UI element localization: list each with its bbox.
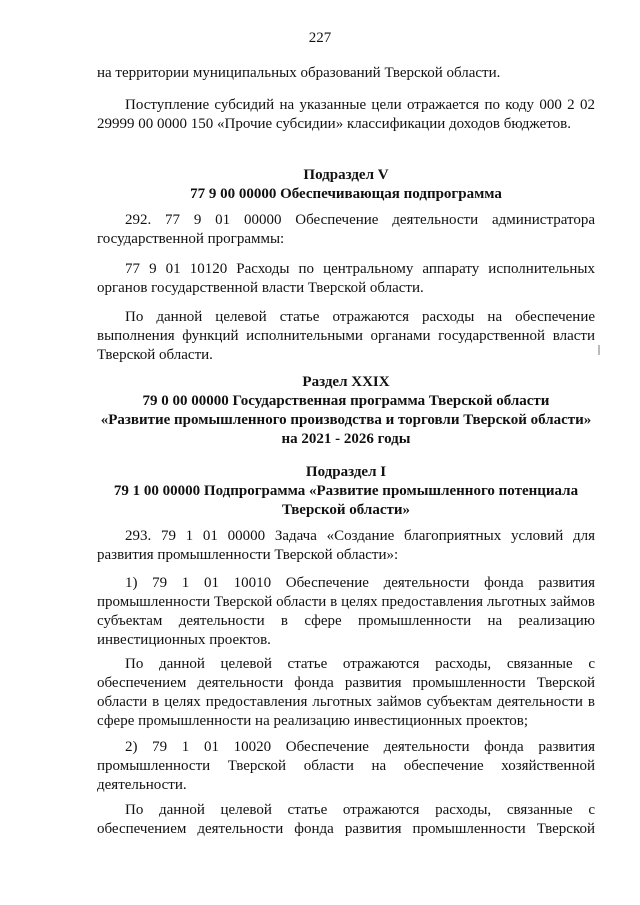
paragraph-expenses-central: 77 9 01 10120 Расходы по центральному аппарату исполнительных органов государственной власти Тверской области. (97, 261, 595, 296)
heading-line: «Развитие промышленного производства и торговли Тверской области» (100, 412, 592, 428)
paragraph-territory: на территории муниципальных образований Тверской области. (97, 65, 501, 81)
paragraph-item-1: 1) 79 1 01 10010 Обеспечение деятельности фонда развития промышленности Тверской области в целях предоставления льготных займов субъектам деятельности в сфере промышленности на реализацию инвестиционных проектов. (97, 575, 595, 648)
paragraph-292: 292. 77 9 01 00000 Обеспечение деятельности администратора государственной программы: (97, 212, 595, 247)
paragraph-item-1-expenses: По данной целевой статье отражаются расходы, связанные с обеспечением деятельности фонда развития промышленности Тверской области в целях предоставления льготных займов субъектам деятельности в сфере промышленности на реализацию инвестиционных проектов; (97, 656, 595, 729)
heading-subsection-v (86, 166, 606, 204)
paragraph-subsidy-code: Поступление субсидий на указанные цели отражается по коду 000 2 02 29999 00 0000 150 «Прочие субсидии» классификации доходов бюджетов. (97, 97, 595, 132)
heading-title: Подраздел V (303, 167, 389, 183)
heading-section-xxix (86, 373, 606, 449)
page-number: 227 (308, 30, 332, 46)
scan-mark (598, 345, 600, 355)
paragraph-item-2-expenses: По данной целевой статье отражаются расходы, связанные с обеспечением деятельности фонда развития промышленности Тверской (97, 802, 595, 837)
paragraph-293: 293. 79 1 01 00000 Задача «Создание благоприятных условий для развития промышленности Тверской области»: (97, 528, 595, 563)
heading-line: на 2021 - 2026 годы (281, 431, 411, 447)
paragraph-functions: По данной целевой статье отражаются расходы на обеспечение выполнения функций исполнительными органами государственной власти Тверской области. (97, 309, 595, 363)
heading-title: Подраздел I (305, 464, 387, 480)
heading-line: Тверской области» (281, 502, 411, 518)
heading-line: 79 0 00 00000 Государственная программа Тверской области (142, 393, 550, 409)
heading-line: 79 1 00 00000 Подпрограмма «Развитие промышленного потенциала (113, 483, 579, 499)
heading-subsection-i (86, 463, 606, 520)
paragraph-item-2: 2) 79 1 01 10020 Обеспечение деятельности фонда развития промышленности Тверской области на обеспечение хозяйственной деятельности. (97, 739, 595, 793)
heading-title: Раздел XXIX (302, 374, 390, 390)
heading-subtitle: 77 9 00 00000 Обеспечивающая подпрограмма (190, 186, 502, 202)
